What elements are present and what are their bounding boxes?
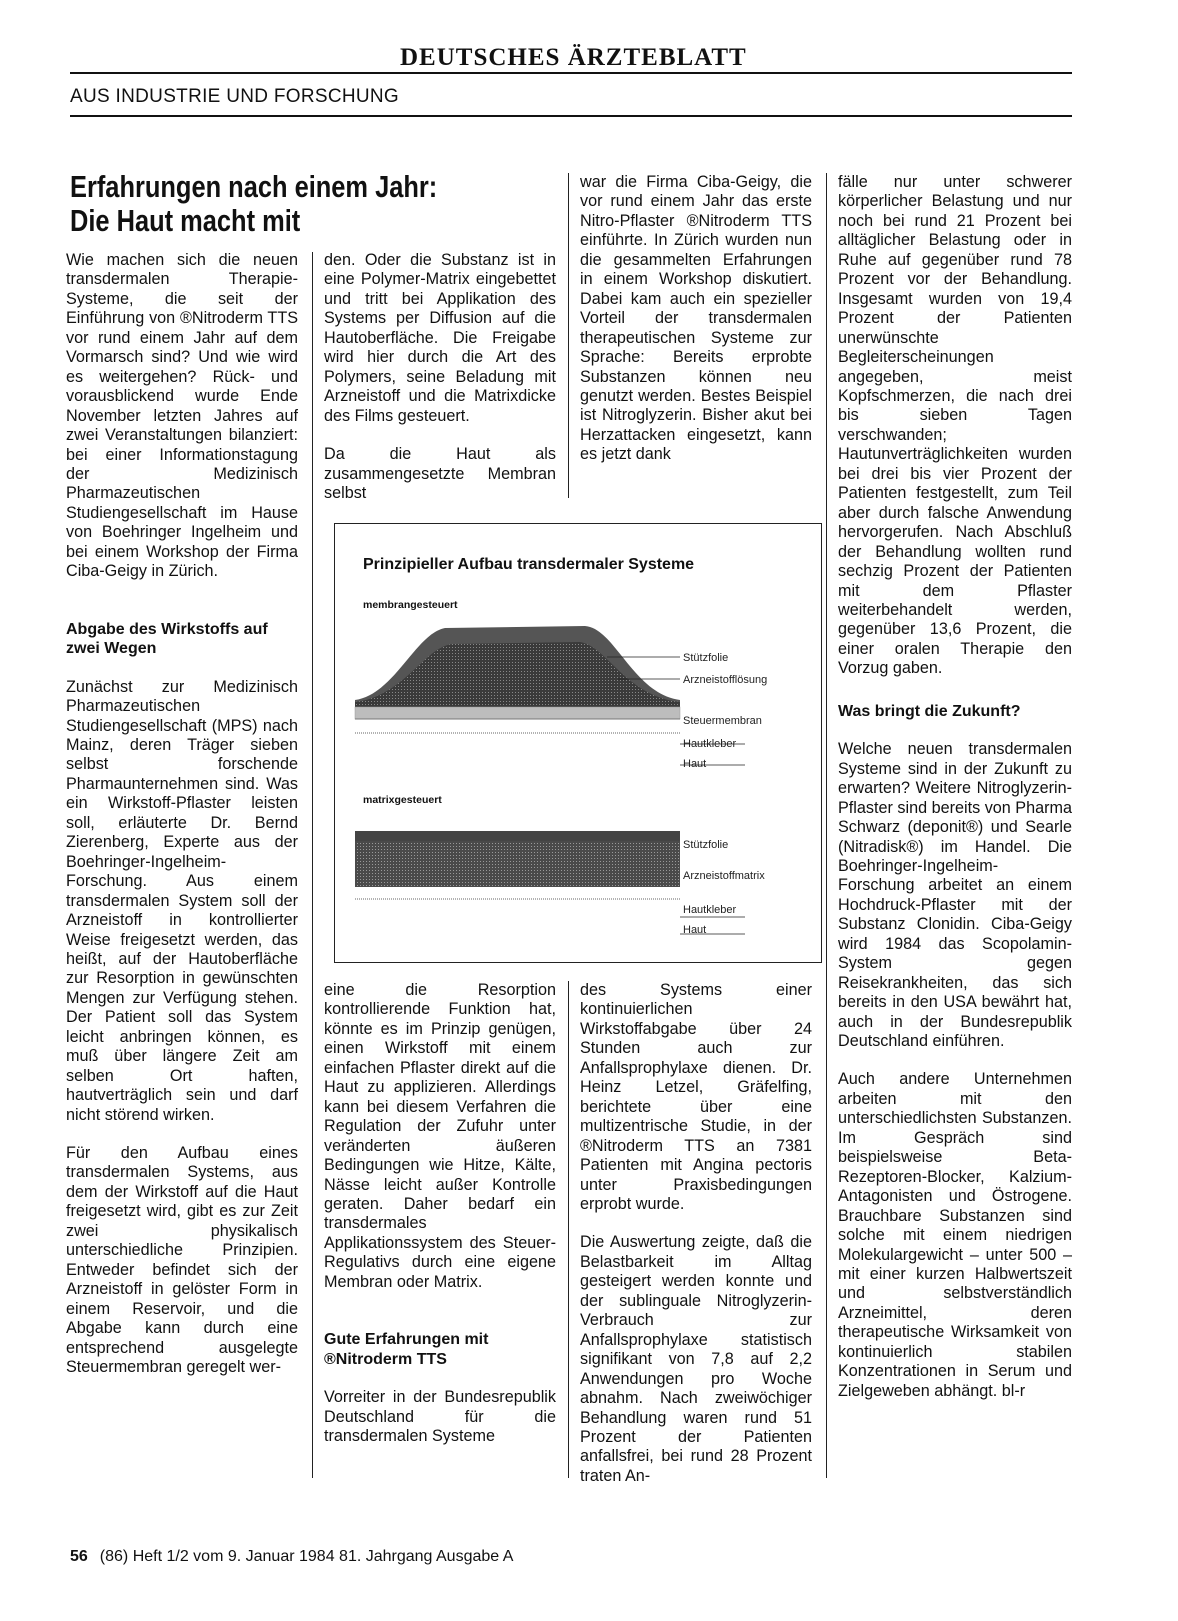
column-1 — [66, 251, 298, 1396]
issue-info: (86) Heft 1/2 vom 9. Januar 1984 81. Jahrgang Ausgabe A — [99, 1548, 514, 1565]
column-3-bottom — [580, 981, 812, 1505]
layer-label: Hautkleber — [683, 904, 737, 916]
article-headline — [70, 169, 438, 238]
masthead: DEUTSCHES ÄRZTEBLATT — [400, 44, 747, 71]
paragraph: Da die Haut als zusammengesetzte Membran selbst — [324, 445, 556, 502]
headline-line-2: Die Haut macht mit — [70, 203, 301, 238]
column-divider — [826, 173, 827, 1478]
column-2-top — [324, 251, 556, 522]
paragraph: des Systems einer kontinuierlichen Wirkstoffabgabe über 24 Stunden auch zur Anfallsprophylaxe dienen. Dr. Heinz Letzel, Gräfelfing, berichtete über eine multizentrische Studie, in der ®Nitroderm TTS an 7381 Patienten mit Angina pectoris unter Praxisbedingungen erprobt wurde. — [580, 981, 812, 1213]
column-4 — [838, 173, 1072, 1420]
paragraph: eine die Resorption kontrollierende Funktion hat, könnte es im Prinzip genügen, einen Wirkstoff mit einem einfachen Pflaster direkt auf die Haut zu applizieren. Allerdings kann bei diesem Verfahren die Regulation der Zufuhr unter veränderten äußeren Bedingungen wie Hitze, Kälte, Nässe leicht außer Kontrolle geraten. Daher bedarf ein transdermales Applikationssystem des Steuer-Regulativs durch eine eigene Membran oder Matrix. — [324, 981, 556, 1291]
paragraph: Auch andere Unternehmen arbeiten mit den unterschiedlichsten Substanzen. Im Gespräch sind beispielsweise Beta-Rezeptoren-Blocker, Kalzium-Antagonisten und Östrogene. Brauchbare Substanzen sind solche mit einem niedrigen Molekulargewicht – unter 500 – mit einer kurzen Halbwertszeit und selbstverständlich Arzneimittel, deren therapeutische Wirksamkeit von kontinuierlich stabilen Konzentrationen in Serum und Zielgeweben abhängt. bl-r — [838, 1070, 1072, 1400]
headline-line-1: Erfahrungen nach einem Jahr: — [70, 169, 438, 204]
layer-label: Haut — [683, 924, 707, 936]
column-divider — [312, 252, 313, 1478]
layer-label: Arzneistofflösung — [683, 674, 768, 686]
layer-label: Stützfolie — [683, 652, 729, 664]
spacer — [324, 1311, 556, 1330]
control-membrane — [355, 707, 680, 719]
section-rule — [70, 115, 1072, 117]
page-number: 56 — [70, 1548, 88, 1565]
layer-label: Arzneistoffmatrix — [683, 870, 765, 882]
masthead-rule — [70, 72, 1072, 74]
paragraph: war die Firma Ciba-Geigy, die vor rund einem Jahr das erste Nitro-Pflaster ®Nitroderm TTS einführte. In Zürich wurden nun die gesammelten Erfahrungen in einem Workshop diskutiert. Dabei kam auch ein spezieller Vorteil der transdermalen therapeutischen Systeme zur Sprache: Bereits erprobte Substanzen können neu genutzt werden. Bestes Beispiel ist Nitroglyzerin. Bisher akut bei Herzattacken eingesetzt, kann es jetzt dank — [580, 173, 812, 464]
paragraph: fälle nur unter schwerer körperlicher Belastung und nur noch bei rund 21 Prozent bei alltäglicher Belastung oder in Ruhe auf gegenüber rund 78 Prozent vor der Behandlung. Insgesamt wurden von 19,4 Prozent der Patienten unerwünschte Begleiterscheinungen angegeben, meist Kopfschmerzen, die nach drei bis sieben Tagen verschwanden; Hautunverträglichkeiten wurden bei drei bis vier Prozent der Patienten festgestellt, zum Teil aber durch falsche Anwendung hervorgerufen. Nach Abschluß der Behandlung wollten rund sechzig Prozent der Patienten mit dem Pflaster weiterbehandelt werden, gegenüber 13,6 Prozent, die einer oralen Therapie den Vorzug gaben. — [838, 173, 1072, 678]
layer-label: Hautkleber — [683, 738, 737, 750]
layer-label: Steuermembran — [683, 715, 762, 727]
column-divider — [568, 981, 569, 1478]
paragraph: Welche neuen transdermalen Systeme sind in der Zukunft zu erwarten? Weitere Nitroglyzerin-Pflaster sind bereits von Pharma Schwarz (deponit®) und Searle (Nitradisk®) im Handel. Die Boehringer-Ingelheim-Forschung arbeitet an einem Hochdruck-Pflaster mit der Substanz Clonidin. Ciba-Geigy wird 1984 das Scopolamin-System gegen Reisekrankheiten, das sich bereits in den USA bewährt hat, auch in der Bundesrepublik Deutschland einführen. — [838, 740, 1072, 1051]
paragraph: Wie machen sich die neuen transdermalen Therapie-Systeme, die seit der Einführung von ®Nitroderm TTS vor rund einem Jahr auf dem Vormarsch sind? Und wie wird es weitergehen? Rück- und vorausblickend wurde Ende November letzten Jahres auf zwei Veranstaltungen bilanziert: bei einer Informationstagung der Medizinisch Pharmazeutischen Studiengesellschaft im Hause von Boehringer Ingelheim und bei einem Workshop der Firma Ciba-Geigy in Zürich. — [66, 251, 298, 581]
subheading: Gute Erfahrungen mit ®Nitroderm TTS — [324, 1331, 489, 1368]
paragraph: Zunächst zur Medizinisch Pharmazeutischen Studiengesellschaft (MPS) nach Mainz, deren Träger sieben selbst forschende Pharmaunternehmen sind. Was ein Wirkstoff-Pflaster leisten soll, erläuterte Dr. Bernd Zierenberg, Experte aus der Boehringer-Ingelheim-Forschung. Aus einem transdermalen System soll der Arzneistoff in kontrollierter Weise freigesetzt werden, das heißt, auf der Hautoberfläche zur Resorption in gewünschten Mengen zur Verfügung stehen. Der Patient soll das System leicht anbringen können, es muß über längere Zeit am selben Ort haften, hautverträglich sein und darf nicht störend wirken. — [66, 677, 298, 1124]
transdermal-diagram — [335, 524, 823, 964]
section-title: AUS INDUSTRIE UND FORSCHUNG — [70, 86, 400, 107]
paragraph: Die Auswertung zeigte, daß die Belastbarkeit im Alltag gesteigert werden konnte und der sublinguale Nitroglyzerin-Verbrauch zur Anfallsprophylaxe statistisch signifikant von 7,8 auf 2,2 Anwendungen pro Woche abnahm. Nach zweiwöchiger Behandlung waren rund 51 Prozent der Patienten anfallsfrei, bei rund 28 Prozent traten An- — [580, 1233, 812, 1485]
subheading: Abgabe des Wirkstoffs auf zwei Wegen — [66, 620, 268, 658]
page-footer — [70, 1548, 513, 1566]
paragraph: den. Oder die Substanz ist in eine Polymer-Matrix eingebettet und tritt bei Applikation des Systems per Diffusion auf die Hautoberfläche. Die Freigabe wird hier durch die Art des Polymers, seine Beladung mit Arzneistoff und die Matrixdicke des Films gesteuert. — [324, 251, 556, 425]
layer-label: Haut — [683, 758, 707, 770]
paragraph: Vorreiter in der Bundesrepublik Deutschland für die transdermalen Systeme — [324, 1388, 556, 1446]
matrix-backing — [355, 831, 680, 841]
figure-box — [334, 523, 822, 963]
spacer — [66, 601, 298, 620]
column-3-top — [580, 173, 812, 484]
subheading: Was bringt die Zukunft? — [838, 702, 1021, 720]
layer-label: Stützfolie — [683, 839, 729, 851]
figure-label-membrane: membrangesteuert — [363, 599, 458, 611]
figure-title: Prinzipieller Aufbau transdermaler Systeme — [363, 556, 695, 573]
column-divider — [568, 173, 569, 498]
paragraph: Für den Aufbau eines transdermalen Systems, aus dem der Wirkstoff auf die Haut freigesetzt wird, gibt es zur Zeit zwei physikalisch unterschiedliche Prinzipien. Entweder befindet sich der Arzneistoff in gelöster Form in einem Reservoir, und die Abgabe kann durch eine entsprechend ausgelegte Steuermembran geregelt wer- — [66, 1144, 298, 1377]
drug-matrix — [355, 841, 680, 887]
figure-label-matrix: matrixgesteuert — [363, 794, 442, 806]
column-2-bottom — [324, 981, 556, 1466]
